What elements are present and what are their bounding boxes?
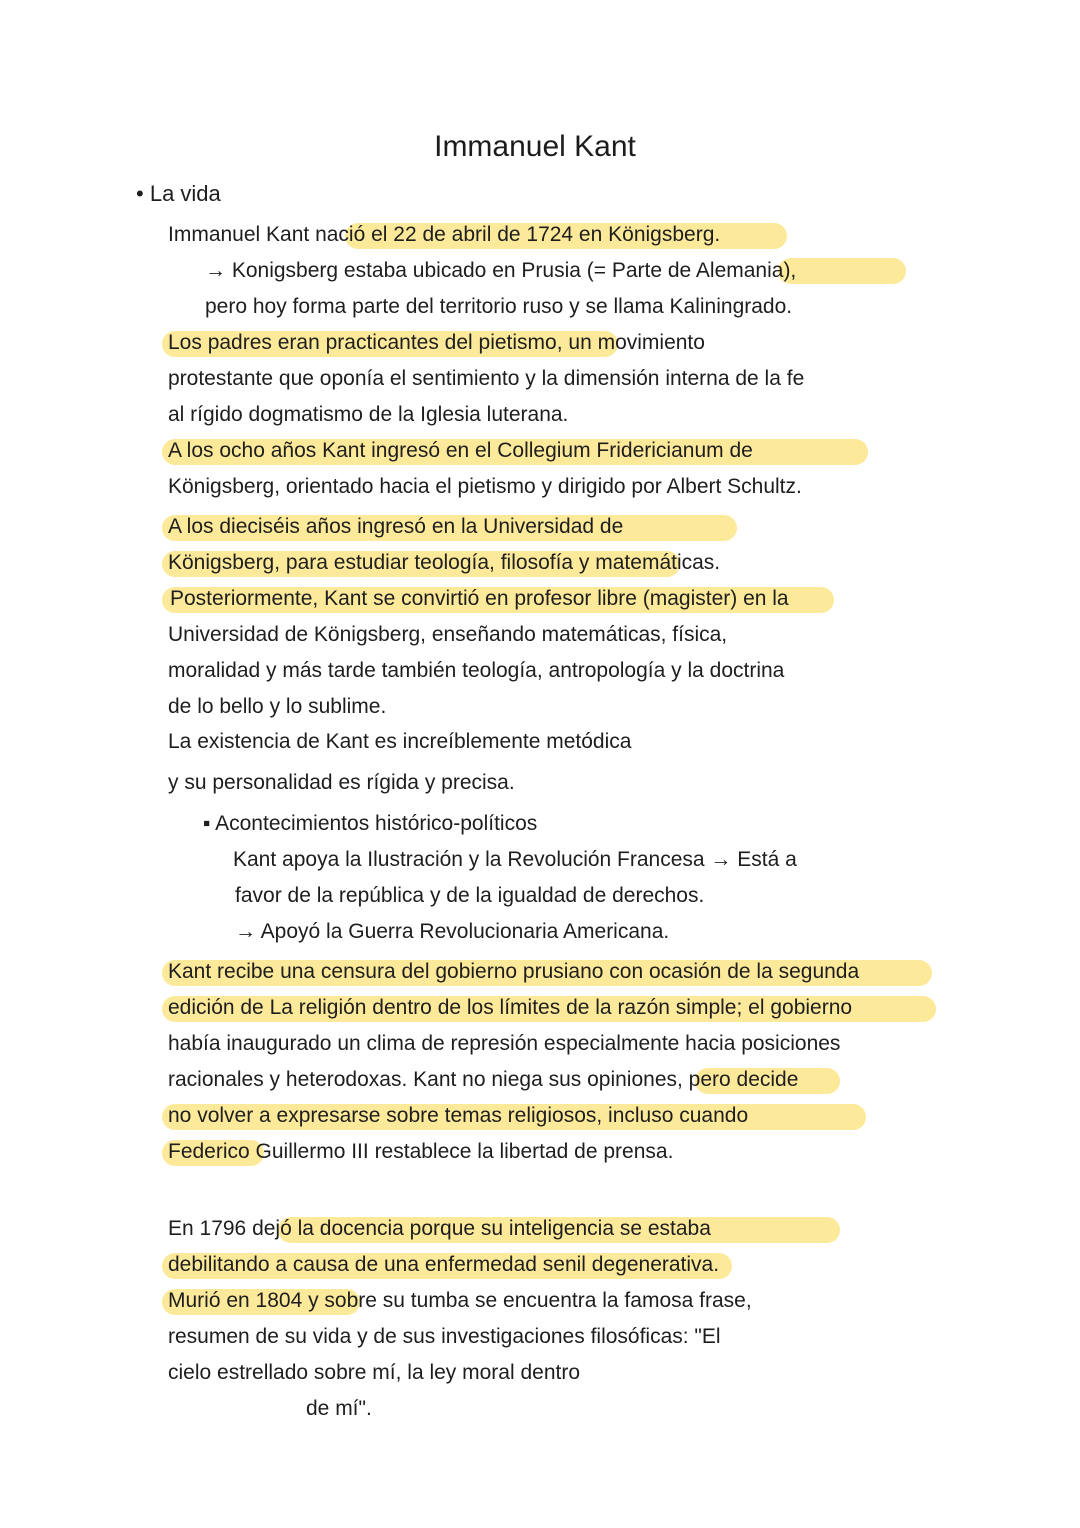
text-line: → Konigsberg estaba ubicado en Prusia (= Parte de Alemania), [205, 259, 797, 282]
text-line: no volver a expresarse sobre temas religiosos, incluso cuando [168, 1104, 749, 1127]
text-line: había inaugurado un clima de represión especialmente hacia posiciones [168, 1032, 841, 1055]
text-line: de lo bello y lo sublime. [168, 695, 387, 718]
section-heading [136, 181, 221, 207]
text-line: favor de la república y de la igualdad de derechos. [235, 884, 705, 907]
text-line: Kant apoya la Ilustración y la Revolución Francesa → Está a [233, 848, 797, 871]
text-line: En 1796 dejó la docencia porque su inteligencia se estaba [168, 1217, 711, 1240]
text-line: pero hoy forma parte del territorio ruso y se llama Kaliningrado. [205, 295, 793, 318]
text-line: Immanuel Kant nació el 22 de abril de 1724 en Königsberg. [168, 223, 721, 246]
text-line: Kant recibe una censura del gobierno prusiano con ocasión de la segunda [168, 960, 860, 983]
text-line: moralidad y más tarde también teología, antropología y la doctrina [168, 659, 785, 682]
text-line: protestante que oponía el sentimiento y la dimensión interna de la fe [168, 367, 805, 390]
text-line: debilitando a causa de una enfermedad senil degenerativa. [168, 1253, 720, 1276]
bullet-icon: • [136, 181, 144, 206]
page-title: Immanuel Kant [434, 130, 636, 163]
text-line: racionales y heterodoxas. Kant no niega sus opiniones, pero decide [168, 1068, 799, 1091]
text-line: Los padres eran practicantes del pietismo, un movimiento [168, 331, 705, 354]
text-line: de mí". [306, 1397, 372, 1420]
text-line: resumen de su vida y de sus investigaciones filosóficas: "El [168, 1325, 721, 1348]
text-line: Posteriormente, Kant se convirtió en profesor libre (magister) en la [170, 587, 789, 610]
text-line: edición de La religión dentro de los límites de la razón simple; el gobierno [168, 996, 853, 1019]
text-line: Königsberg, para estudiar teología, filosofía y matemáticas. [168, 551, 721, 574]
highlight-mark [778, 258, 906, 284]
text-line: A los ocho años Kant ingresó en el Collegium Fridericianum de [168, 439, 753, 462]
text-line: La existencia de Kant es increíblemente metódica [168, 730, 632, 753]
text-line: Königsberg, orientado hacia el pietismo y dirigido por Albert Schultz. [168, 475, 802, 498]
text-line: Murió en 1804 y sobre su tumba se encuentra la famosa frase, [168, 1289, 752, 1312]
text-line: Universidad de Königsberg, enseñando matemáticas, física, [168, 623, 728, 646]
text-line: cielo estrellado sobre mí, la ley moral dentro [168, 1361, 581, 1384]
text-line: y su personalidad es rígida y precisa. [168, 771, 515, 794]
text-line: → Apoyó la Guerra Revolucionaria Americana. [235, 920, 670, 943]
subsection-heading: ▪ Acontecimientos histórico-políticos [203, 812, 538, 835]
text-line: Federico Guillermo III restablece la libertad de prensa. [168, 1140, 674, 1163]
text-line: al rígido dogmatismo de la Iglesia luterana. [168, 403, 569, 426]
section-label: La vida [149, 181, 221, 206]
text-line: A los dieciséis años ingresó en la Universidad de [168, 515, 624, 538]
